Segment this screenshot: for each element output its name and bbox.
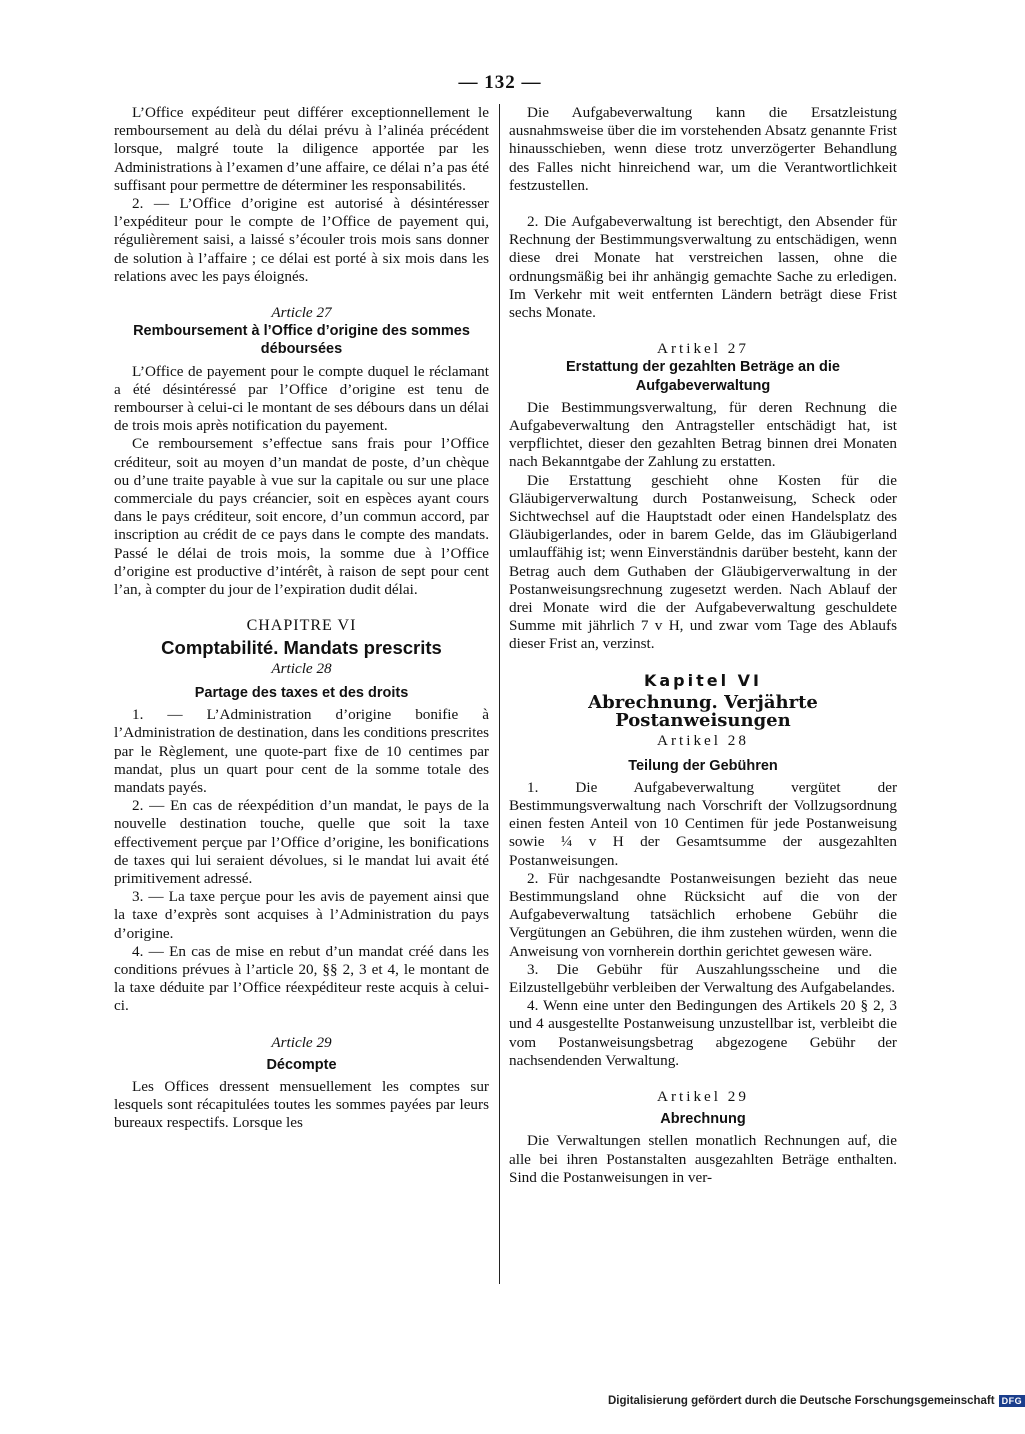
article-heading: Artikel 27 <box>656 340 749 358</box>
paragraph: 2. Die Aufgabeverwaltung ist berechtigt, den Absender für Rechnung der Bestimmungsverwaltung zu entschädigen, wenn diese drei Monate hat verstreichen lassen, ohne die ordnungsmäßig bei ihr anhängig gemachte Sache zu erledigen. Im Verkehr mit weit entfernten Ländern beträgt diese Frist sechs Monate. <box>509 213 897 322</box>
paragraph: 3. — La taxe perçue pour les avis de payement ainsi que la taxe d’exprès sont acquises à l’Administration du pays d’origine. <box>114 888 489 942</box>
article-heading: Article 29 <box>271 1033 332 1051</box>
digitization-credit <box>608 1395 1025 1407</box>
paragraph: 2. — L’Office d’origine est autorisé à désintéresser l’expéditeur pour le compte de l’Office de payement qui, régulièrement saisi, a laissé s’écouler trois mois sans donner de solution à l’affaire ; ce délai est porté à six mois dans les relations avec les pays éloignés. <box>114 195 489 285</box>
article-title: Décompte <box>266 1056 337 1073</box>
paragraph: Die Bestimmungsverwaltung, für deren Rechnung die Aufgabeverwaltung den Antragsteller entschädigt hat, ist verpflichtet, dieser den gezahlten Betrag binnen drei Monaten nach Bekanntgabe der Zahlung zu erstatten. <box>509 398 897 471</box>
column-divider <box>499 104 500 1284</box>
paragraph: 2. — En cas de réexpédition d’un mandat, le pays de la nouvelle destination touche, quelle que soit la taxe effectivement perçue par l’Office d’origine, les bonifications de taxes qui lui seraient dévolues, si le mandat lui avait été primitivement adressé. <box>114 797 489 887</box>
paragraph: Die Verwaltungen stellen monatlich Rechnungen auf, die alle bei ihren Postanstalten ausgezahlten Beträge enthalten. Sind die Postanweisungen in ver- <box>509 1132 897 1186</box>
article-title: Partage des taxes et des droits <box>194 684 409 701</box>
paragraph: L’Office de payement pour le compte duquel le réclamant a été désintéressé par l’Office d’origine est tenu de rembourser à celui-ci le montant de ses débours dans un délai de trois mois après notification du payement. <box>114 362 489 435</box>
article-heading: Article 27 <box>271 304 332 322</box>
paragraph: Die Erstattung geschieht ohne Kosten für die Gläubigerverwaltung durch Postanweisung, Scheck oder Sichtwechsel auf die Hauptstadt oder einen Handelsplatz des Gläubigerlandes, oder in barem Gelde, das im Gläubigerland umlauffähig ist; wenn Einverständnis darüber besteht, kann der Betrag auch dem Guthaben der Gläubigerverwaltung in der Postanweisungsrechnung zugesetzt werden. Nach Ablauf der drei Monate wird die der Aufgabeverwaltung geschuldete Summe mit jährlich 7 v H, und zwar vom Tage des Ablaufs dieser Frist an, verzinst. <box>509 471 897 653</box>
paragraph: 3. Die Gebühr für Auszahlungsscheine und die Eilzustellgebühr verbleiben der Verwaltung des Aufgabelandes. <box>509 960 897 996</box>
article-title: Teilung der Gebühren <box>628 757 778 774</box>
chapter-heading: CHAPITRE VI <box>246 617 357 635</box>
paragraph: 2. Für nachgesandte Postanweisungen bezieht das neue Bestimmungsland ohne Rücksicht auf die von der Aufgabeverwaltung tatsächlich erhobene Gebühr die Vergütungen an Gebühren, die ihm zustehen würden, wenn die Anweisung von vornherein dorthin gerichtet gewesen wäre. <box>509 869 897 960</box>
article-title: Abrechnung <box>660 1111 746 1128</box>
chapter-title: Comptabilité. Mandats prescrits <box>161 637 442 659</box>
paragraph: Les Offices dressent mensuellement les comptes sur lesquels sont récapitulées toutes les sommes payées par leurs bureaux respectifs. Lorsque les <box>114 1077 489 1132</box>
german-column <box>509 104 897 1187</box>
paragraph: 4. Wenn eine unter den Bedingungen des Artikels 20 § 2, 3 und 4 ausgestellte Postanweisung unzustellbar ist, verbleibt die vom Postanweisungsbetrag abgezogene Gebühr der nachsendenden Verwaltung. <box>509 997 897 1069</box>
article-title: Remboursement à l’Office d’origine des sommes déboursées <box>133 323 470 358</box>
article-heading: Artikel 28 <box>656 732 749 750</box>
chapter-title: Abrechnung. Verjährte Postanweisungen <box>588 691 818 732</box>
paragraph: L’Office expéditeur peut différer exceptionnellement le remboursement au delà du délai prévu à l’alinéa précédent lorsque, malgré toute la diligence apportée par les Administrations à l’examen d’une affaire, ce délai n’a pas été suffisant pour permettre de déterminer les responsabilités. <box>114 104 489 194</box>
page-number: — 132 — <box>458 72 542 93</box>
credit-text: Digitalisierung gefördert durch die Deutsche Forschungsgemeinschaft <box>608 1395 995 1407</box>
paragraph: 1. Die Aufgabeverwaltung vergütet der Bestimmungsverwaltung nach Vorschrift der Vollzugsordnung einen festen Anteil von 10 Centimen für jede Postanweisung sowie ¼ v H der Gesamtsumme der ausgezahlten Postanweisungen. <box>509 778 897 869</box>
chapter-heading: Kapitel VI <box>643 670 763 690</box>
paragraph: 1. — L’Administration d’origine bonifie à l’Administration de destination, dans les conditions prescrites par le Règlement, une quote-part fixe de 10 centimes par mandat, plus un quart pour cent de la somme totale des mandats payés. <box>114 706 489 796</box>
paragraph: Die Aufgabeverwaltung kann die Ersatzleistung ausnahmsweise über die im vorstehenden Absatz genannte Frist hinausschieben, wenn diese trotz unverzögerter Behandlung des Falles nicht hinreichend war, um die Verantwortlichkeit festzustellen. <box>509 104 897 194</box>
article-heading: Artikel 29 <box>656 1087 749 1105</box>
french-column <box>114 104 489 1133</box>
paragraph: 4. — En cas de mise en rebut d’un mandat créé dans les conditions prévues à l’article 20, §§ 2, 3 et 4, le montant de la taxe déduite par l’Office réexpéditeur reste acquis à celui-ci. <box>114 942 489 1015</box>
dfg-logo: DFG <box>999 1395 1025 1407</box>
article-heading: Article 28 <box>271 659 332 677</box>
article-title: Erstattung der gezahlten Beträge an die Aufgabeverwaltung <box>566 359 840 394</box>
paragraph: Ce remboursement s’effectue sans frais pour l’Office créditeur, soit au moyen d’un mandat de poste, d’un chèque ou d’une traite payable à vue sur la capitale ou sur une place commerciale du pays créancier, soit en espèces ayant cours dans le pays créditeur, soit encore, d’un commun accord, par inscription au crédit de ce pays dans le compte des mandats. Passé le délai de trois mois, la somme due à l’Office d’origine est productive d’intérêt, à raison de sept pour cent l’an, à compter du jour de l’expiration dudit délai. <box>114 435 489 599</box>
